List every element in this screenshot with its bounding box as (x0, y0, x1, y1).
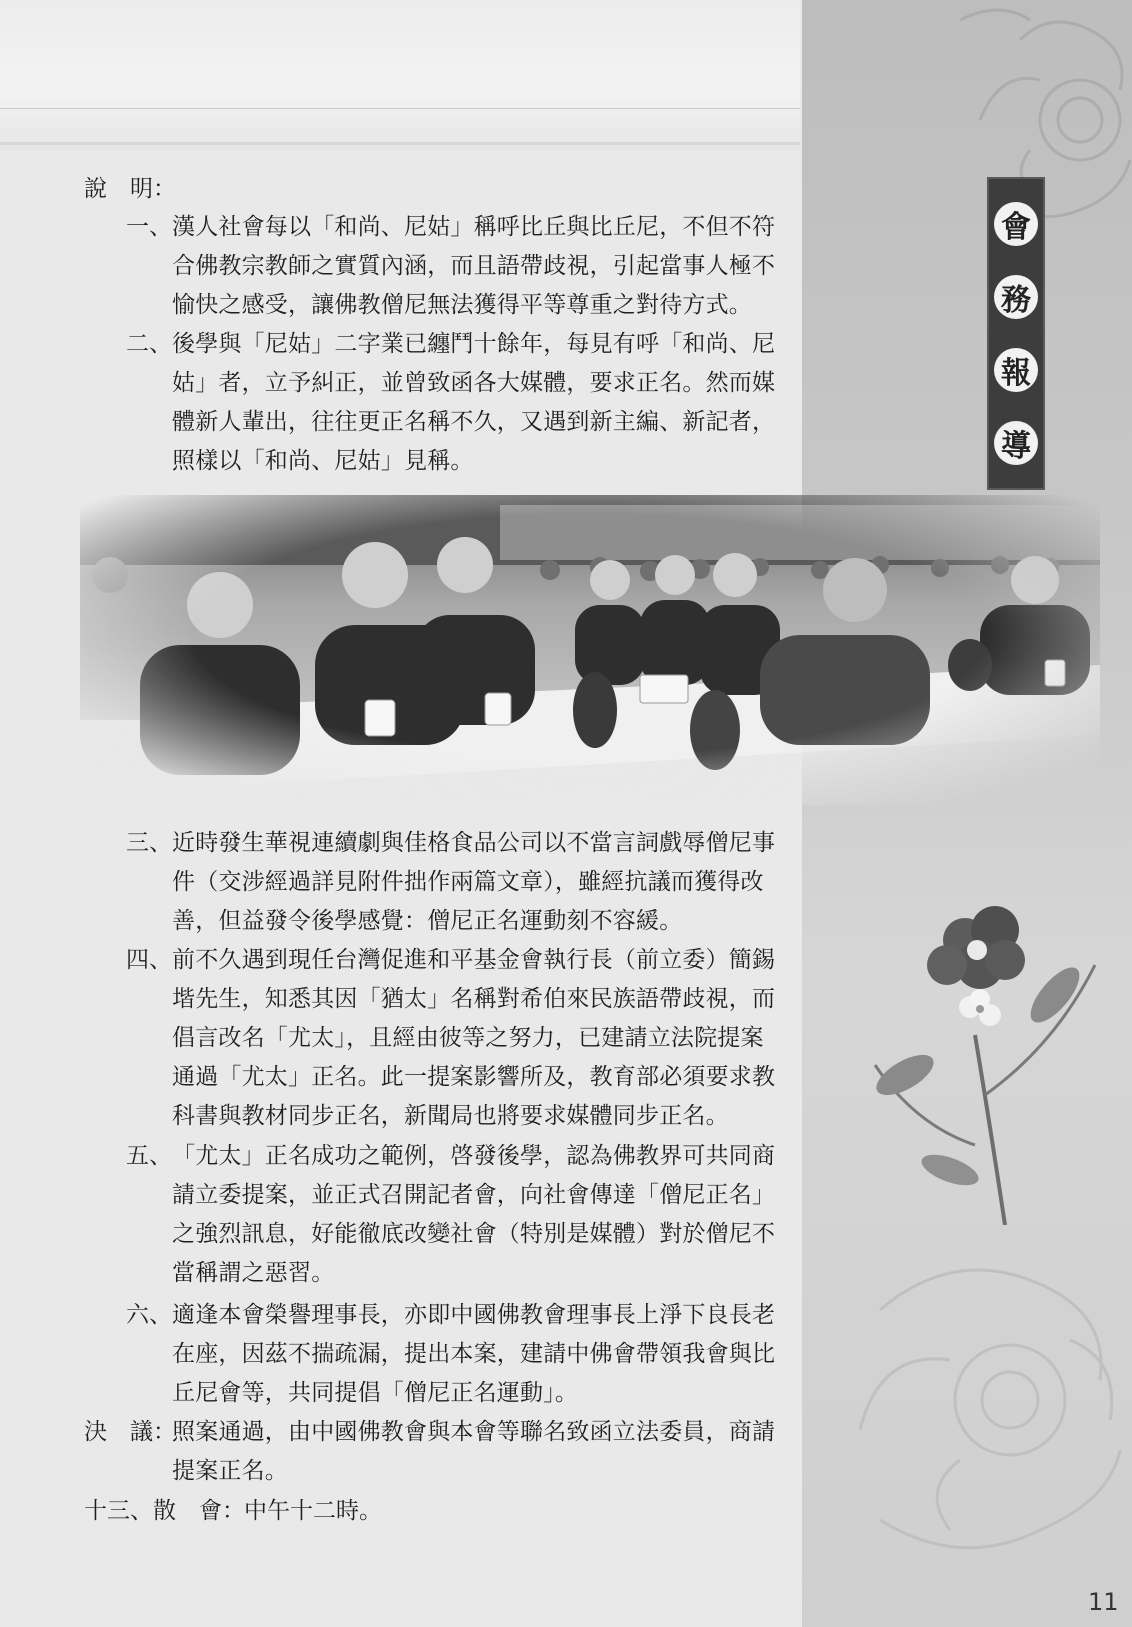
meeting-photo (80, 495, 1100, 805)
page-number: 11 (1088, 1588, 1119, 1616)
resolution-line: 提案正名。 (172, 1458, 288, 1484)
item-number: 五、 (126, 1143, 172, 1169)
item-line: 「尤太」正名成功之範例，啓發後學，認為佛教界可共同商 (172, 1143, 776, 1169)
item-line: 前不久遇到現任台灣促進和平基金會執行長（前立委）簡錫 (172, 947, 776, 973)
header-band (0, 0, 800, 150)
adjourn-time: 中午十二時。 (244, 1498, 382, 1524)
item-line: 愉快之感受，讓佛教僧尼無法獲得平等尊重之對待方式。 (172, 292, 752, 318)
lotus-ornament-top (960, 0, 1132, 250)
item-line: 適逢本會榮譽理事長，亦即中國佛教會理事長上淨下良長老 (172, 1302, 776, 1328)
item-line: 在座，因茲不揣疏漏，提出本案，建請中佛會帶領我會與比 (172, 1341, 776, 1367)
item-line: 漢人社會每以「和尚、尼姑」稱呼比丘與比丘尼，不但不符 (172, 214, 776, 240)
item-line: 堦先生，知悉其因「猶太」名稱對希伯來民族語帶歧視，而 (172, 986, 776, 1012)
item-line: 合佛教宗教師之實質內涵，而且語帶歧視，引起當事人極不 (172, 253, 776, 279)
item-number: 四、 (126, 947, 172, 973)
item-line: 之強烈訊息，好能徹底改變社會（特別是媒體）對於僧尼不 (172, 1221, 776, 1247)
item-line: 請立委提案，並正式召開記者會，向社會傳達「僧尼正名」 (172, 1182, 776, 1208)
item-number: 一、 (126, 214, 172, 240)
item-line: 姑」者，立予糾正，並曾致函各大媒體，要求正名。然而媒 (172, 370, 776, 396)
section-tag-char: 會 (994, 202, 1038, 246)
item-line: 當稱謂之惡習。 (172, 1260, 335, 1286)
explanation-heading: 說 明： (84, 176, 176, 202)
item-line: 體新人輩出，往往更正名稱不久，又遇到新主編、新記者， (172, 409, 776, 435)
item-number: 三、 (126, 830, 172, 856)
adjourn-label: 十三、散 會： (84, 1498, 245, 1524)
section-tag-char: 導 (994, 421, 1038, 465)
item-line: 通過「尤太」正名。此一提案影響所及，教育部必須要求教 (172, 1064, 776, 1090)
item-line: 倡言改名「尤太」，且經由彼等之努力，已建請立法院提案 (172, 1025, 764, 1051)
header-rule (0, 108, 800, 109)
resolution-line: 照案通過，由中國佛教會與本會等聯名致函立法委員，商請 (172, 1419, 776, 1445)
section-tag-vertical (987, 177, 1045, 490)
item-line: 丘尼會等，共同提倡「僧尼正名運動」。 (172, 1380, 579, 1406)
resolution-label: 決 議： (84, 1419, 176, 1445)
flower-illustration (855, 895, 1105, 1225)
item-number: 六、 (126, 1302, 172, 1328)
item-line: 近時發生華視連續劇與佳格食品公司以不當言詞戲辱僧尼事 (172, 830, 776, 856)
item-line: 件（交涉經過詳見附件拙作兩篇文章），雖經抗議而獲得改 (172, 869, 764, 895)
item-line: 善，但益發令後學感覺：僧尼正名運動刻不容緩。 (172, 908, 683, 934)
item-number: 二、 (126, 331, 172, 357)
item-line: 科書與教材同步正名，新聞局也將要求媒體同步正名。 (172, 1103, 729, 1129)
item-line: 照樣以「和尚、尼姑」見稱。 (172, 448, 474, 474)
section-tag-char: 務 (994, 275, 1038, 319)
item-line: 後學與「尼姑」二字業已纏鬥十餘年，每見有呼「和尚、尼 (172, 331, 776, 357)
header-rule-lower (0, 142, 800, 145)
lotus-ornament-bottom (840, 1230, 1132, 1570)
section-tag-char: 報 (994, 348, 1038, 392)
